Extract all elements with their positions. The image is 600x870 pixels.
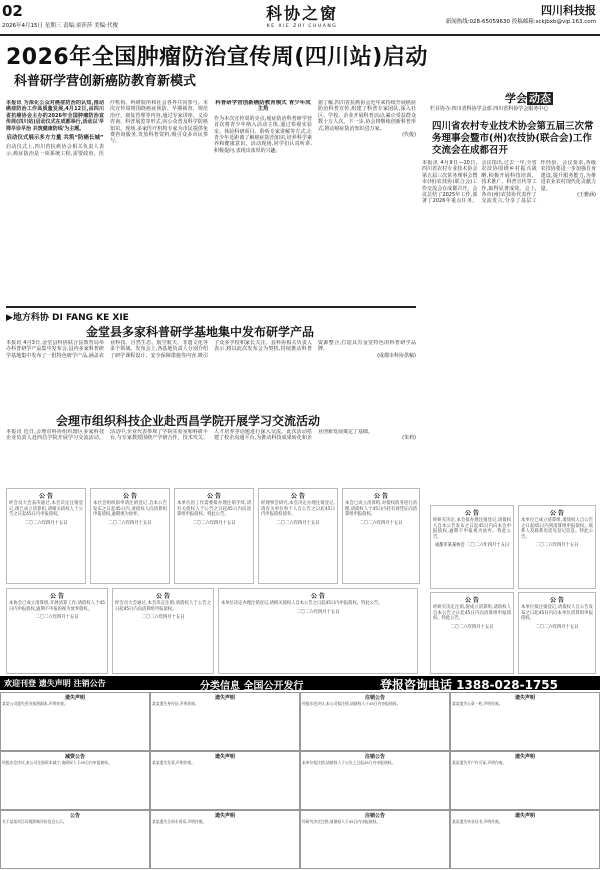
xuehui-article-title[interactable]: 四川省农村专业技术协会第五届三次常务理事会暨市(州)农技协(联合会)工作交流会在成都召开 [432,121,594,156]
notice-title: 公 告 [373,493,389,500]
xuehui-dongtai-logo [505,90,553,106]
notice-title: 公 告 [49,593,65,600]
dongtai-badge: 动态 [529,92,551,105]
ad-body: 经股东会决议,本公司注册资本减少,请债权人于45日内申报债权。 [2,760,112,765]
article-a-paragraph: 本报讯 4月3日,金堂县科协联合县教育局举办科普研学产品集中发布会,县内多家科普研学基地集中发布了一批特色研学产品,涵盖农业科技、自然生态、航空航天、非遗文化等多个领域。发布会上,各基地负责人分别介绍了研学课程设计、安全保障措施等内容,吸引了众多学校和家长关注。县科协相关负责人表示,将以此次发布会为契机,持续推动科普资源整合,打造具有金堂特色的科普研学品牌。 [6,340,416,359]
article-a-body [6,340,416,410]
notice-box [258,488,338,584]
lead-intro: 本报讯 为深化公众对癌症防治的认知,推动癌症防治工作高质量发展,4月12日,由四川省抗癌协会主办的2026年全国肿瘤防治宣传周(四川站)启动仪式在成都举行,活动以'早筛早诊早治 共筑健康防线'为主题。 [6,100,105,132]
classified-ad [150,810,300,869]
notice-box [342,488,420,584]
notice-title: 公 告 [122,493,138,500]
xuehui-column-credit: 栏目协办:四川省科协学会部 四川省科协学会服务中心 [430,106,549,112]
notice-signature: 二〇二六年四月十五日 [24,520,68,526]
notice-title: 公 告 [549,510,565,517]
column-title-cn: 科协之窗 [265,4,338,23]
notice-box [518,592,596,674]
xuehui-article-body [422,160,596,305]
notice-title: 公 告 [206,493,222,500]
notice-box [6,588,108,674]
notice-body: 本协会已成立清算组,开展清算工作,请债权人于45日内申报债权,逾期不申报的视为放弃债权。 [9,601,105,612]
notice-box [518,505,596,589]
notice-box [6,488,86,584]
lead-subhead: 科普研学营创新癌防教育新模式 [14,74,197,89]
notice-signature: 二〇二六年四月十五日 [192,520,236,526]
ad-body: 某某遗失身份证,声明作废。 [152,701,199,706]
ad-body: 某某遗失开户许可证,声明作废。 [452,760,507,765]
classified-ad [300,751,450,810]
notice-box [430,592,514,674]
ad-body: 某某遗失公章一枚,声明作废。 [452,701,503,706]
notice-body: 经会员大会通过,本会决定注销,请债权人于公告之日起45日内向清算组申报债权。 [115,601,211,612]
lead-byline: (代俊) [402,132,416,139]
ad-body: 某某遗失合同专用章,声明作废。 [152,819,207,824]
article-b-paragraph: 本报讯 近日,会理市科协组织辖区多家科技企业负责人赴西昌学院开展学习交流活动。活动中,企业代表参观了学院实验室和科研平台,与专家教授围绕产学研合作、技术攻关、人才培养等话题进行深入交流。此次活动搭建了校企沟通平台,为推动科技成果转化和企业创新发展奠定了基础。 [6,429,374,442]
notice-signature: 二〇二六年四月十五日 [276,520,320,526]
notice-body: 经研究决定注销,现成立清算组,请债权人自本公告之日起45日内向清算组申报债权。特此公告。 [433,605,511,622]
notice-title: 公 告 [155,593,171,600]
notice-body: 本单位因工作需要拟办理注销手续,请有关债权人于公告之日起45日内向清算组申报债权。特此公告。 [177,501,251,518]
notice-body: 本单位决定办理注销登记,请相关债权人自本公告之日起45日内申报债权。特此公告。 [221,601,383,606]
notice-box [112,588,214,674]
notice-signature: 二〇二六年四月十五日 [108,520,152,526]
notice-body: 经会员大会表决通过,本会决定注销登记,现已成立清算组,请相关债权人于公告之日起45日内申报债权。 [9,501,83,518]
classified-ad [450,692,600,751]
notice-body: 本社会组织拟申请注销登记,自本公告发布之日起45日内,请债权人向清算组申报债权,逾期视为放弃。 [93,501,167,518]
notice-signature: 二〇二六年四月十五日 [535,543,579,549]
ad-body: 经研究决定注销,请债权人于45日内申报债权。 [302,819,381,824]
ad-title: 遗失声明 [214,695,235,701]
ad-title: 遗失声明 [64,695,85,701]
notice-signature: 二〇二六年四月十五日 [450,624,494,630]
notice-signature: 二〇二六年四月十五日 [535,624,579,630]
classified-ad [0,692,150,751]
classified-ad [450,810,600,869]
classified-ad [300,810,450,869]
classified-ad [0,751,150,810]
classified-ad [150,751,300,810]
article-b-byline: (朱莉) [402,435,416,442]
notice-title: 公 告 [38,493,54,500]
news-hotline: 新闻热线:028-65059630 投稿邮箱:sckjbxb@vip.163.com [445,19,596,25]
notice-body: 本单位已成立清算组,请债权人自公告之日起45日内到清算组申报债权。联系人及联系电话见登记信息。特此公告。 [521,518,593,540]
notice-signature: 成都市某某协会 二〇二六年四月十五日 [434,543,510,549]
article-a-byline: (成都市科协供稿) [377,352,416,359]
article-b-title[interactable]: 会理市组织科技企业赴西昌学院开展学习交流活动 [56,414,321,428]
lead-paragraph-3: 据了解,四川省抗癌协会近年来持续开展癌症防治科普宣传,组建了科普专家团队,深入社区、学校、企业开展科普活动,累计受益群众数十万人次。下一步,协会将继续创新科普形式,推动癌症防治知识进万家。 [318,100,416,132]
notice-box [218,588,418,674]
lead-paragraph-2: 作为本次宣传周的亮点,癌症防治科普研学营首次将青少年纳入活动主体,通过参观实验室、体验科研项目、聆听专家讲解等方式,让青少年近距离了解癌症防治知识,培养科学素养和健康意识。活动现场,同学们认真听讲,积极提问,表现出浓厚的兴趣。 [214,115,312,154]
ad-band-left: 欢迎刊登 遗失声明 注销公告 [4,679,106,688]
lead-paragraph-1: 启动仪式上,四川省抗癌协会相关负责人表示,癌症防治是一项系统工程,需要政府、医疗机构、科研院所和社会各界共同参与。本次宣传周将围绕癌症预防、早期筛查、规范治疗、康复管理等内容,通过专家讲座、义诊咨询、科普展览等形式,向公众普及科学防癌知识。现场,多家医疗机构专家为市民提供免费咨询服务,发放科普资料,吸引众多市民参与。 [6,100,208,157]
page-number: 02 [2,2,23,20]
article-a-title[interactable]: 金堂县多家科普研学基地集中发布研学产品 [86,325,315,339]
classified-ad [300,692,450,751]
notice-signature: 二〇二六年四月十五日 [296,609,340,615]
lead-headline[interactable]: 2026年全国肿瘤防治宣传周(四川站)启动 [6,45,428,70]
ad-title: 遗失声明 [514,754,535,760]
notice-title: 公 告 [549,597,565,604]
notice-box [174,488,254,584]
notice-signature: 二〇二六年四月十五日 [359,520,403,526]
ad-title: 注销公告 [364,754,385,760]
ad-title: 遗失声明 [514,813,535,819]
ad-body: 关于某某项目环境影响评价信息公示。 [2,819,67,824]
ad-title: 遗失声明 [514,695,535,701]
notice-title: 公 告 [310,593,326,600]
ad-title: 遗失声明 [214,813,235,819]
article-b-body [6,429,416,484]
lead-section-heading-2: 科普研学营创新癌防教育模式 青少年成主角 [215,100,311,113]
ad-body: 某某遗失毕业证书,声明作废。 [452,819,503,824]
column-title-pinyin: KE XIE ZHI CHUANG [266,24,338,29]
classified-ad [450,751,600,810]
ad-title: 减资公告 [64,754,85,760]
classified-ad-band [0,676,600,690]
ad-body: 某某遗失发票,声明作废。 [152,760,195,765]
classified-ad [0,810,150,869]
notice-body: 经研究决定,本会拟办理注销登记,请债权人自本公告发布之日起45日内向本会申报债权,逾期不申报视为放弃。特此公告。 [433,518,511,540]
ad-band-phone[interactable]: 登报咨询电话 1388-028-1755 [380,678,558,692]
column-title [232,1,372,29]
ad-title: 公告 [69,813,80,819]
xuehui-label: 学会 [505,92,527,105]
lead-section-heading-1: 启动仪式展示多方力量 共筑“防癌长城” [6,135,104,142]
notice-body: 经理事会研究,本会决定办理注销登记,请有关单位和个人自公告之日起45日内申报债权债务。 [261,501,335,518]
ad-body: 经股东会决议,本公司拟注销,请债权人于45日内申报债权。 [302,701,401,706]
page-header [0,0,600,36]
notice-title: 公 告 [464,597,480,604]
section-band-difang-kexie [6,306,416,323]
classified-ad [150,692,300,751]
ad-body: 某某公司遗失营业执照副本,声明作废。 [2,701,68,706]
ad-body: 本单位拟注销,请债权人于公告之日起45日内申报债权。 [302,760,396,765]
ad-title: 遗失声明 [214,754,235,760]
notice-box [430,505,514,589]
masthead-logo: 四川科技报 [541,4,596,17]
notice-title: 公 告 [290,493,306,500]
ad-title: 注销公告 [364,695,385,701]
notice-signature: 二〇二六年四月十五日 [35,615,79,621]
section-band-title: ▶地方科协 DI FANG KE XIE [6,313,129,323]
notice-box [90,488,170,584]
notice-title: 公 告 [464,510,480,517]
classified-ads-grid [0,692,600,870]
xuehui-paragraph: 本报讯 4月9日—10日,四川省农村专业技术协会第五届三次常务理事会暨市(州)农技协(联合会)工作交流会在成都召开。会议总结了2025年工作,部署了2026年重点任务。会议指出,过去一年,全省农技协围绕乡村振兴战略,积极开展科技培训、技术推广、科普宣传等工作,取得显著成效。会上,各市(州)农技协代表作了交流发言,分享了基层工作经验。会议要求,各级农技协要进一步加强自身建设,提升服务能力,为推进农业农村现代化贡献力量。 [422,160,596,205]
lead-article-body [6,100,416,305]
ad-band-center: 分类信息 全国公开发行 [200,681,304,692]
ad-title: 注销公告 [364,813,385,819]
xuehui-byline: (王雅涵) [577,192,596,199]
issue-meta: 2026年4月15日 星期三 责编:童莎莎 美编:代俊 [2,23,118,29]
notice-signature: 二〇二六年四月十五日 [141,615,185,621]
notice-body: 本单位拟注销登记,请债权人自公告发布之日起45日内向本单位清算组申报债权。 [521,605,593,622]
notice-body: 本会已成立清算组,对债权债务进行清理,请债权人于45日内持有效凭证向清算组申报债权。 [345,501,417,518]
